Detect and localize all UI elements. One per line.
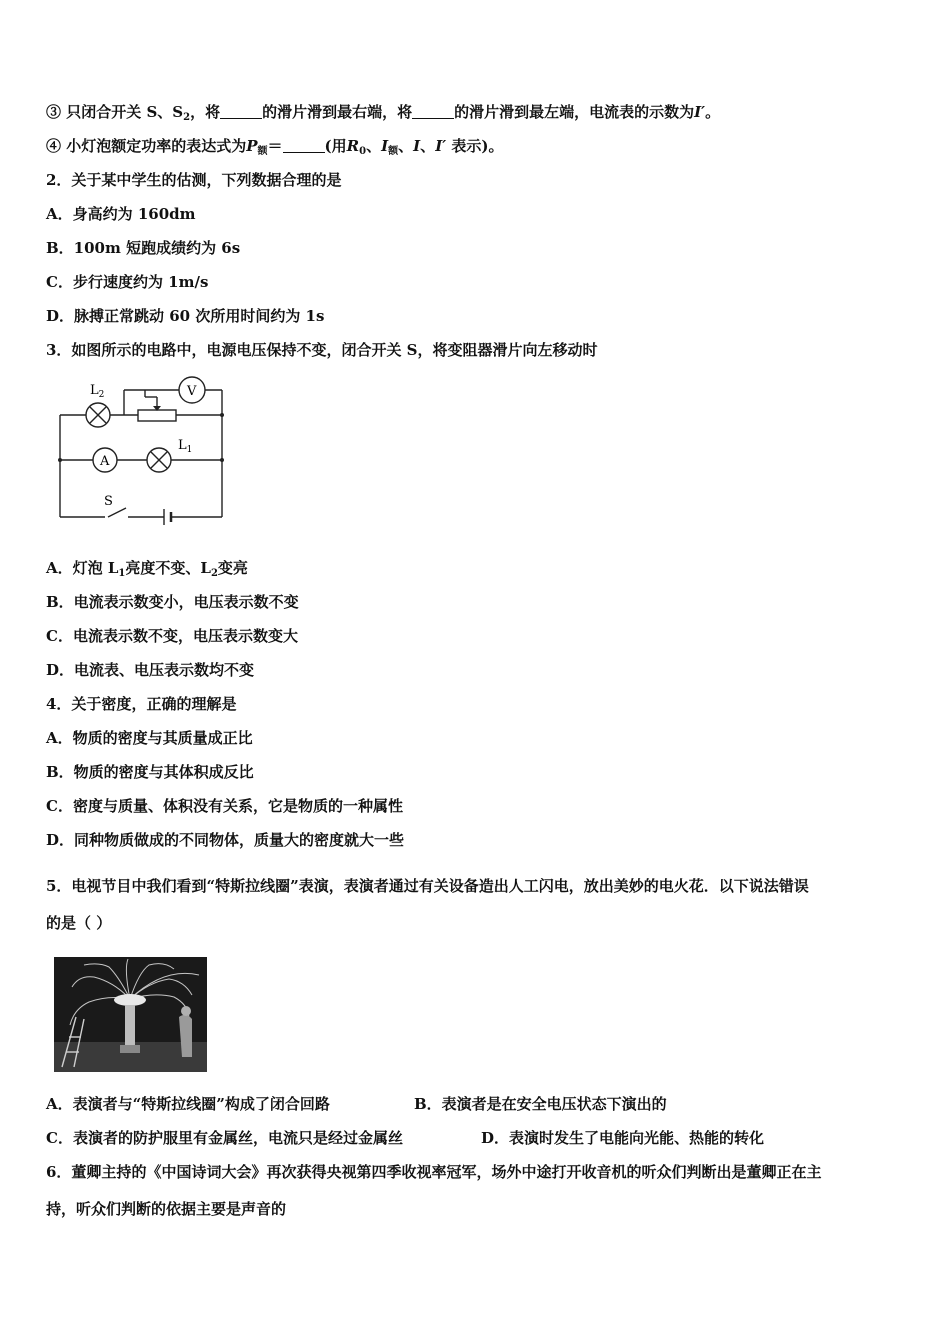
q5-option-c: C．表演者的防护服里有金属丝，电流只是经过金属丝 <box>46 1129 403 1147</box>
text: 亮度不变、L <box>125 559 211 577</box>
q5-stem-line1: 5．电视节目中我们看到“特斯拉线圈”表演，表演者通过有关设备造出人工闪电，放出美妙的电火花．以下说法错误 <box>46 877 809 895</box>
symbol: I <box>413 137 421 155</box>
text: ④ 小灯泡额定功率的表达式为 <box>46 137 247 155</box>
q3-option-d: D．电流表、电压表示数均不变 <box>46 661 255 679</box>
q6-stem-line1: 6．董卿主持的《中国诗词大会》再次获得央视第四季收视率冠军，场外中途打开收音机的听众们判断出是董卿正在主 <box>46 1163 822 1181</box>
q2-option-c: C．步行速度约为 1m/s <box>46 273 209 291</box>
q1-step4 <box>46 136 504 162</box>
q5-option-a: A．表演者与“特斯拉线圈”构成了闭合回路 <box>46 1095 330 1113</box>
q2-option-d: D．脉搏正常跳动 60 次所用时间约为 1s <box>46 307 325 325</box>
subscript: 0 <box>359 146 367 157</box>
symbol: I′ <box>435 137 447 155</box>
text: ＝ <box>267 137 283 155</box>
circuit-diagram <box>50 372 240 532</box>
q4-option-a: A．物质的密度与其质量成正比 <box>46 729 253 747</box>
blank <box>220 104 262 119</box>
q3-option-a <box>46 558 248 584</box>
q1-step3 <box>46 102 720 128</box>
text: 、 <box>398 137 414 155</box>
blank <box>412 104 454 119</box>
q3-stem: 3．如图所示的电路中，电源电压保持不变，闭合开关 S，将变阻器滑片向左移动时 <box>46 341 598 359</box>
q4-option-c: C．密度与质量、体积没有关系，它是物质的一种属性 <box>46 797 403 815</box>
subscript: 额 <box>388 146 399 157</box>
q2-option-b: B．100m 短跑成绩约为 6s <box>46 239 241 257</box>
text: (用 <box>324 137 347 155</box>
text: 的滑片滑到最右端，将 <box>262 103 413 121</box>
text: 、 <box>366 137 382 155</box>
text: 、 <box>420 137 436 155</box>
symbol: R <box>346 137 360 155</box>
q4-option-b: B．物质的密度与其体积成反比 <box>46 763 254 781</box>
l1-label: $L_1$ <box>178 438 193 455</box>
text: ③ 只闭合开关 S、S <box>46 103 184 121</box>
tesla-coil-photo <box>54 957 207 1072</box>
symbol: I <box>381 137 389 155</box>
subscript: 额 <box>257 146 268 157</box>
text: ，将 <box>190 103 221 121</box>
voltmeter-label: V <box>187 384 197 399</box>
subscript: 2 <box>183 112 191 123</box>
symbol: P <box>246 137 258 155</box>
q4-option-d: D．同种物质做成的不同物体，质量大的密度就大一些 <box>46 831 405 849</box>
text: 表示)。 <box>446 137 504 155</box>
subscript: 1 <box>118 568 126 579</box>
symbol: I′ <box>694 103 706 121</box>
subscript: 2 <box>210 568 218 579</box>
q5-option-b: B．表演者是在安全电压状态下演出的 <box>414 1095 667 1113</box>
q6-stem-line2: 持，听众们判断的依据主要是声音的 <box>46 1200 287 1218</box>
q2-stem: 2．关于某中学生的估测，下列数据合理的是 <box>46 171 342 189</box>
text: 的滑片滑到最左端，电流表的示数为 <box>454 103 695 121</box>
q5-option-d: D．表演时发生了电能向光能、热能的转化 <box>481 1129 765 1147</box>
switch-label: S <box>104 494 113 509</box>
ammeter-label: A <box>100 454 110 469</box>
q2-option-a: A．身高约为 160dm <box>46 205 196 223</box>
l2-label: $L_2$ <box>90 383 105 400</box>
q3-option-c: C．电流表示数不变，电压表示数变大 <box>46 627 298 645</box>
q5-stem-line2: 的是（ ） <box>46 914 112 932</box>
q4-stem: 4．关于密度，正确的理解是 <box>46 695 237 713</box>
text: A．灯泡 L <box>46 559 119 577</box>
text: 。 <box>705 103 721 121</box>
text: 变亮 <box>217 559 248 577</box>
q3-option-b: B．电流表示数变小，电压表示数不变 <box>46 593 299 611</box>
blank <box>283 138 325 153</box>
